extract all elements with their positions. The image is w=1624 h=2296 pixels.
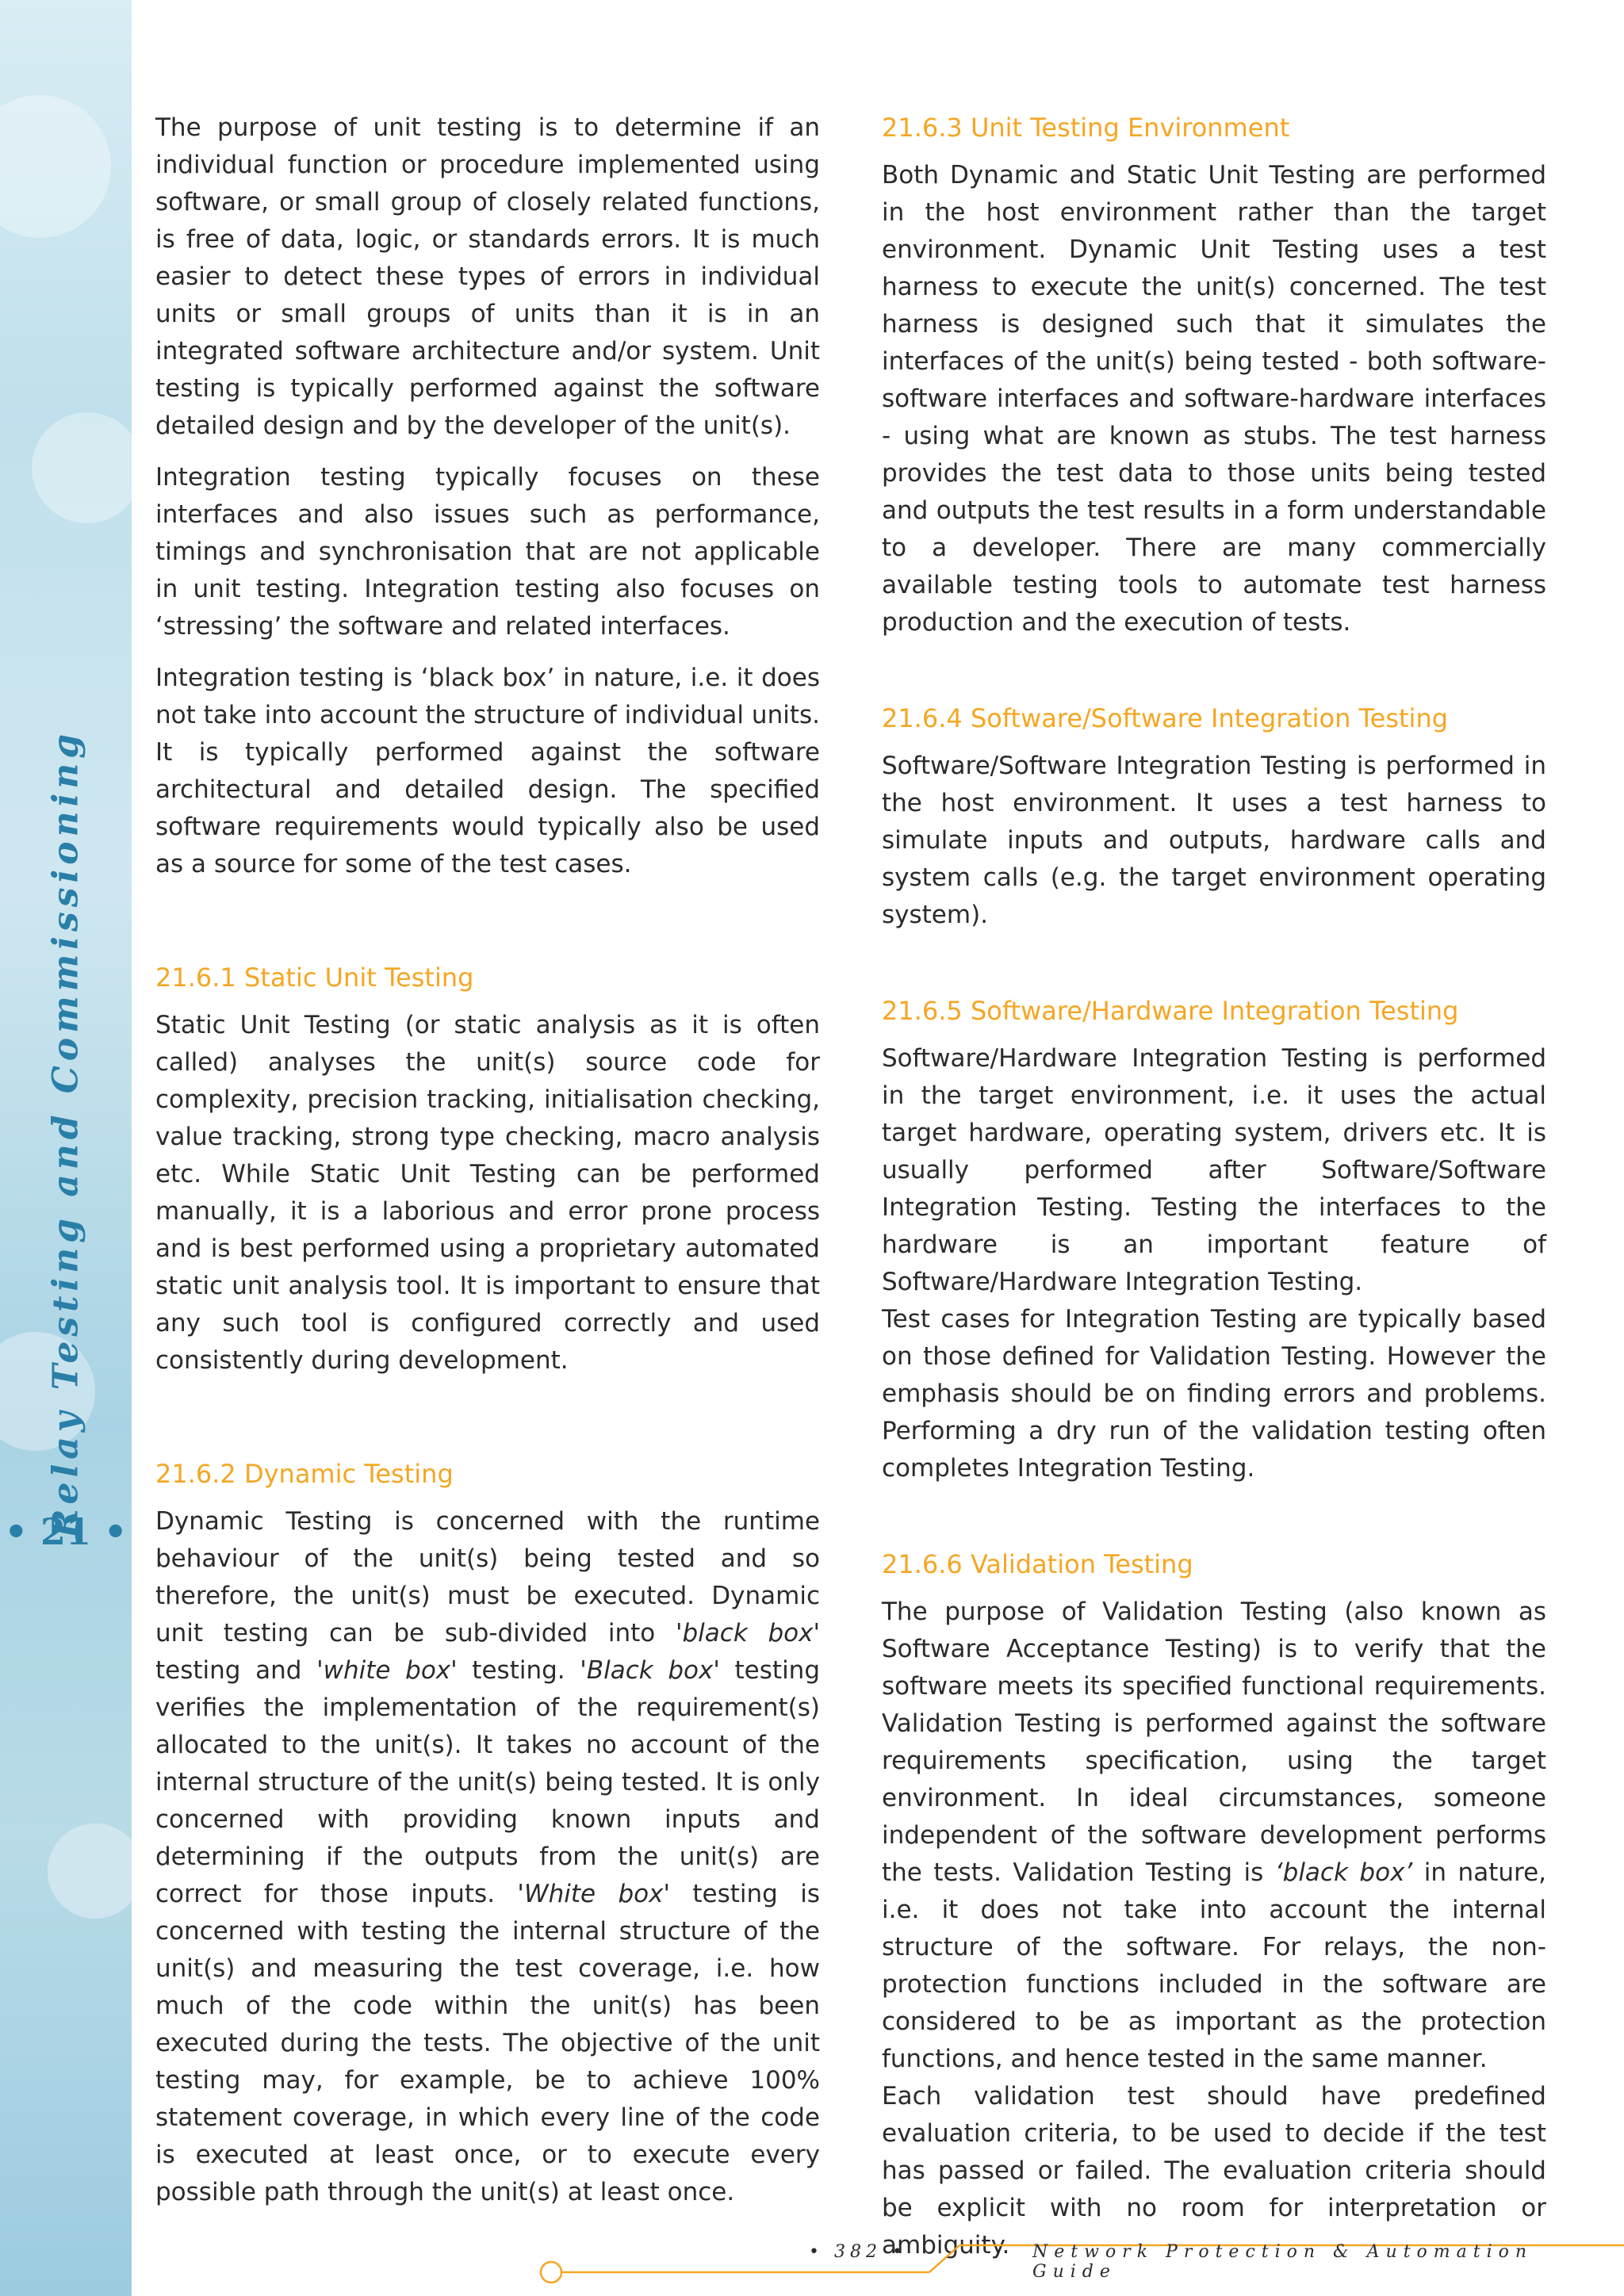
section-heading-sw-sw-integration: 21.6.4 Software/Software Integration Testing: [882, 703, 1449, 733]
chapter-number: • 21 •: [4, 1510, 128, 1553]
section-heading-dynamic-testing: 21.6.2 Dynamic Testing: [155, 1459, 454, 1489]
unit-testing-environment-paragraph: Both Dynamic and Static Unit Testing are performed in the host environment rather than the target environment. Dynamic Unit Testing uses a test harness to execute the unit(s) concerned. The test harness is designed such that it simulates the interfaces of the unit(s) being tested - both software-software interfaces and software-hardware interfaces - using what are known as stubs. The test harness provides the test data to those units being tested and outputs the test results in a form understandable to a developer. There are many commercially available testing tools to automate test harness production and the execution of tests.: [882, 161, 1546, 637]
integration-test-cases-paragraph: Test cases for Integration Testing are typically based on those defined for Validation Testing. However the emphasis should be on finding errors and problems. Performing a dry run of the validation testing often completes Integration Testing.: [882, 1305, 1546, 1483]
integration-paragraph: Integration testing typically focuses on these interfaces and also issues such as performance, timings and synchronisation that are not applicable in unit testing. Integration testing also focuses on ‘stressing’ the software and related interfaces.: [155, 463, 820, 641]
section-heading-validation-testing: 21.6.6 Validation Testing: [882, 1549, 1193, 1579]
validation-criteria-paragraph: Each validation test should have predefined evaluation criteria, to be used to decide if the test has passed or failed. The evaluation criteria should be explicit with no room for interpretation or ambiguity.: [882, 2082, 1546, 2260]
validation-testing-paragraph: The purpose of Validation Testing (also known as Software Acceptance Testing) is to verify that the software meets its specified functional requirements. Validation Testing is performed against the software requirements specification, using the target environment. In ideal circumstances, someone independent of the software development performs the tests. Validation Testing is ‘black box’ in nature, i.e. it does not take into account the internal structure of the software. For relays, the non-protection functions included in the software are considered to be as important as the protection functions, and hence tested in the same manner.: [882, 1598, 1546, 2073]
section-heading-unit-testing-environment: 21.6.3 Unit Testing Environment: [882, 113, 1290, 143]
static-unit-testing-paragraph: Static Unit Testing (or static analysis as it is often called) analyses the unit(s) source code for complexity, precision tracking, initialisation checking, value tracking, strong type checking, macro analysis etc. While Static Unit Testing can be performed manually, it is a laborious and error prone process and is best performed using a proprietary automated static unit analysis tool. It is important to ensure that any such tool is configured correctly and used consistently during development.: [155, 1011, 820, 1375]
footer-guide-title: Network Protection & Automation Guide: [1032, 2242, 1534, 2282]
intro-paragraph: The purpose of unit testing is to determine if an individual function or procedure implemented using software, or small group of closely related functions, is free of data, logic, or standards errors. It is much easier to detect these types of errors in individual units or small groups of units than it is in an integrated software architecture and/or system. Unit testing is typically performed against the software detailed design and by the developer of the unit(s).: [155, 113, 820, 440]
sw-hw-integration-paragraph: Software/Hardware Integration Testing is performed in the target environment, i.e. it uses the actual target hardware, operating system, drivers etc. It is usually performed after Software/Software Integration Testing. Testing the interfaces to the hardware is an important feature of Software/Hardware Integration Testing.: [882, 1044, 1546, 1296]
dynamic-testing-paragraph: Dynamic Testing is concerned with the runtime behaviour of the unit(s) being tested and so therefore, the unit(s) must be executed. Dynamic unit testing can be sub-divided into 'black box' testing and 'white box' testing. 'Black box' testing verifies the implementation of the requirement(s) allocated to the unit(s). It takes no account of the internal structure of the unit(s) being tested. It is only concerned with providing known inputs and determining if the outputs from the unit(s) are correct for those inputs. 'White box' testing is concerned with testing the internal structure of the unit(s) and measuring the test coverage, i.e. how much of the code within the unit(s) has been executed during the tests. The objective of the unit testing may, for example, be to achieve 100% statement coverage, in which every line of the code is executed at least once, or to execute every possible path through the unit(s) at least once.: [155, 1507, 821, 2206]
black-box-paragraph: Integration testing is ‘black box’ in nature, i.e. it does not take into account the structure of individual units. It is typically performed against the software architectural and detailed design. The specified software requirements would typically also be used as a source for some of the test cases.: [155, 664, 820, 878]
page-number: • 382 •: [809, 2242, 907, 2262]
section-heading-sw-hw-integration: 21.6.5 Software/Hardware Integration Testing: [882, 996, 1459, 1026]
section-heading-static-unit-testing: 21.6.1 Static Unit Testing: [155, 962, 474, 993]
sw-sw-integration-paragraph: Software/Software Integration Testing is performed in the host environment. It uses a test harness to simulate inputs and outputs, hardware calls and system calls (e.g. the target environment operating system).: [882, 752, 1546, 929]
chapter-title-vertical: Relay Testing and Commissioning: [45, 729, 86, 1539]
